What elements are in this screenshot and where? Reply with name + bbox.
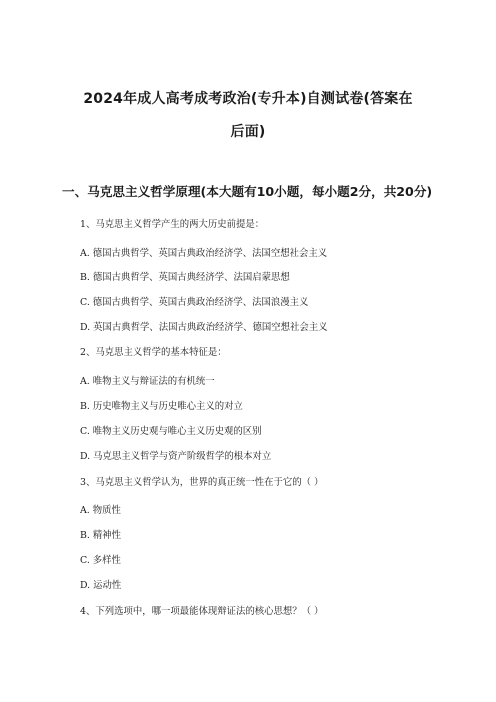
question-3-option-c: C. 多样性 [80,555,121,566]
question-3-stem: 3、马克思主义哲学认为，世界的真正统一性在于它的（ ） [80,477,324,488]
document-title-line-1: 2024年成人高考成考政治(专升本)自测试卷(答案在 [83,91,413,107]
question-1-stem: 1、马克思主义哲学产生的两大历史前提是： [80,219,265,230]
question-1-option-b: B. 德国古典哲学、英国古典经济学、法国启蒙思想 [80,272,290,283]
question-2-option-a: A. 唯物主义与辩证法的有机统一 [80,376,215,387]
question-3-option-d: D. 运动性 [80,580,122,591]
document-title-line-2: 后面) [230,124,266,140]
question-2-option-b: B. 历史唯物主义与历史唯心主义的对立 [80,401,243,412]
question-1-option-a: A. 德国古典哲学、英国古典政治经济学、法国空想社会主义 [80,248,328,259]
question-4-stem: 4、下列选项中，哪一项最能体现辩证法的核心思想？（ ） [80,606,324,617]
question-1-option-d: D. 英国古典哲学、法国古典政治经济学、德国空想社会主义 [80,322,328,333]
question-3-option-b: B. 精神性 [80,530,121,541]
question-2-option-d: D. 马克思主义哲学与资产阶级哲学的根本对立 [80,451,272,462]
section-heading: 一、马克思主义哲学原理(本大题有10小题，每小题2分，共20分) [62,184,433,199]
question-3-option-a: A. 物质性 [80,505,121,516]
question-1-option-c: C. 德国古典哲学、英国古典政治经济学、法国浪漫主义 [80,297,309,308]
question-2-option-c: C. 唯物主义历史观与唯心主义历史观的区别 [80,426,262,437]
question-2-stem: 2、马克思主义哲学的基本特征是： [80,347,227,358]
